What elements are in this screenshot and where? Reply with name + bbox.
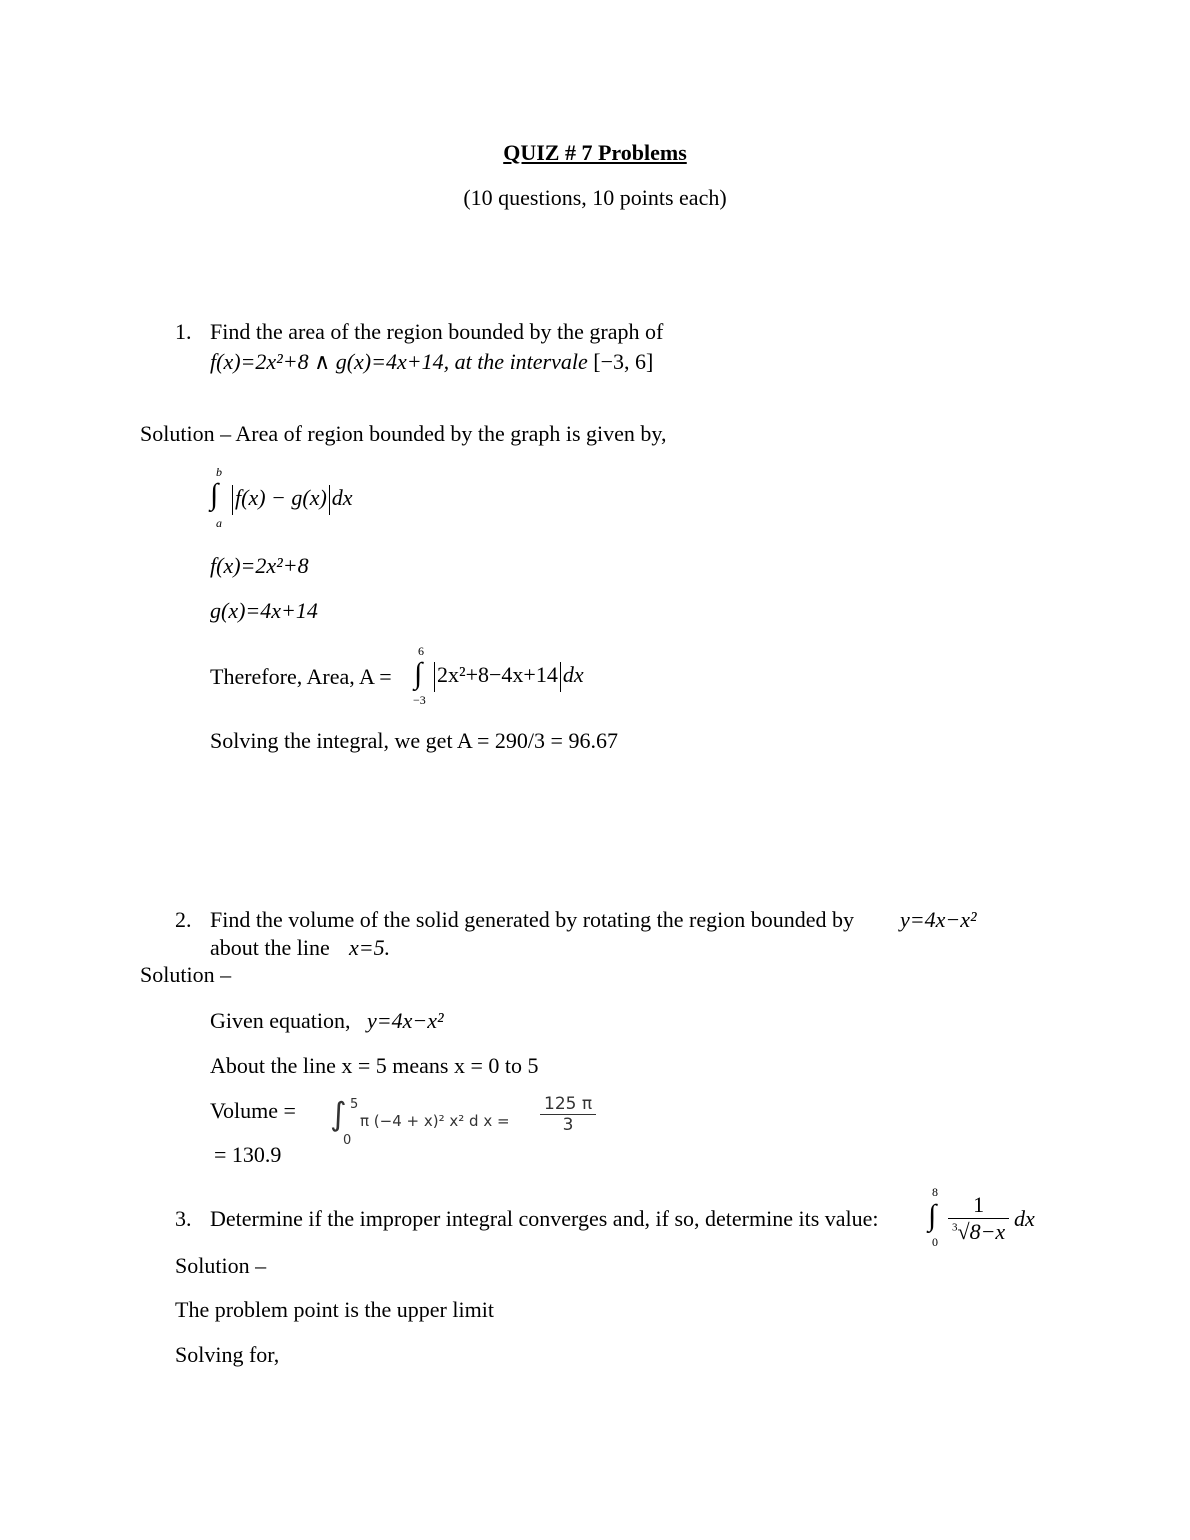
q2-volume-num: 125 π <box>544 1094 593 1114</box>
q3-integral-sign: ∫ <box>928 1199 937 1232</box>
abs-bar-left <box>434 662 435 692</box>
q2-about-text: About the line x = 5 means x = 0 to 5 <box>210 1053 539 1078</box>
q1-f-expr: f(x)=2x²+8 <box>210 349 309 374</box>
q1-dx: dx <box>331 485 353 511</box>
q1-integrand <box>230 485 353 515</box>
q2-given-eq: y=4x−x² <box>367 1008 444 1033</box>
q2-solution-label: Solution – <box>140 962 232 987</box>
q1-integral-sign: ∫ <box>210 478 219 511</box>
q2-number: 2. <box>175 907 192 932</box>
q1-expression <box>210 349 653 375</box>
q3-prompt: Determine if the improper integral converges and, if so, determine its value: <box>210 1206 879 1231</box>
q1-g-definition: g(x)=4x+14 <box>210 598 318 623</box>
q1-area-upper: 6 <box>418 644 424 658</box>
abs-bar-right <box>329 485 330 515</box>
q3-root-index: 3 <box>952 1222 958 1235</box>
abs-bar-right <box>560 662 561 692</box>
q2-volume-integrand: π (−4 + x)² x² d x = <box>360 1112 510 1130</box>
page-title: QUIZ # 7 Problems <box>503 140 687 165</box>
q3-dx: dx <box>1014 1206 1035 1231</box>
q2-volume-fraction <box>540 1094 596 1136</box>
q3-solution-label: Solution – <box>175 1253 267 1278</box>
q2-volume-lower: 0 <box>343 1133 352 1148</box>
q2-given-label: Given equation, <box>210 1008 351 1033</box>
q2-prompt-line2: about the line <box>210 935 330 960</box>
q2-volume-label: Volume = <box>210 1098 296 1123</box>
q1-integral-upper: b <box>216 465 222 479</box>
q2-volume-upper: 5 <box>350 1097 359 1112</box>
q1-g-expr: g(x)=4x+14 <box>335 349 444 374</box>
q1-prompt: Find the area of the region bounded by the graph of <box>210 319 664 344</box>
q1-interval-text: , at the intervale <box>443 349 588 374</box>
q3-denominator-wrap <box>948 1218 1009 1245</box>
q2-prompt: Find the volume of the solid generated by rotating the region bounded by <box>210 907 854 932</box>
q1-area-integrand <box>432 662 584 692</box>
q3-number: 3. <box>175 1206 192 1231</box>
q1-area-lower: −3 <box>413 693 426 707</box>
q2-volume-den: 3 <box>540 1114 596 1135</box>
q3-upper: 8 <box>932 1185 938 1199</box>
q1-number: 1. <box>175 319 192 344</box>
q3-solving-for: Solving for, <box>175 1342 280 1367</box>
q1-area-integrand-text: 2x²+8−4x+14 <box>437 662 558 688</box>
q1-and-symbol: ∧ <box>314 349 331 374</box>
q1-result: Solving the integral, we get A = 290/3 = 96.67 <box>210 728 618 753</box>
q2-curve: y=4x−x² <box>900 907 977 932</box>
q1-area-label: Therefore, Area, A = <box>210 664 392 689</box>
q3-lower: 0 <box>932 1235 938 1249</box>
q3-fraction <box>948 1192 1009 1246</box>
q2-volume-integral-sign: ∫ <box>330 1095 347 1133</box>
q2-line: x=5. <box>349 935 391 960</box>
q1-integral-lower: a <box>216 516 222 530</box>
q3-numerator: 1 <box>973 1192 985 1217</box>
q1-f-definition: f(x)=2x²+8 <box>210 553 309 578</box>
q1-area-dx: dx <box>562 662 584 688</box>
q1-area-integral-sign: ∫ <box>414 657 423 690</box>
q3-problem-point: The problem point is the upper limit <box>175 1297 494 1322</box>
page-subtitle: (10 questions, 10 points each) <box>463 185 727 210</box>
q1-integrand-text: f(x) − g(x) <box>235 485 327 511</box>
q1-interval: [−3, 6] <box>593 349 654 374</box>
q3-denominator: √8−x <box>957 1219 1006 1245</box>
abs-bar-left <box>232 485 233 515</box>
q1-solution-intro: Solution – Area of region bounded by the graph is given by, <box>140 421 667 446</box>
q2-volume-result: = 130.9 <box>214 1142 282 1167</box>
